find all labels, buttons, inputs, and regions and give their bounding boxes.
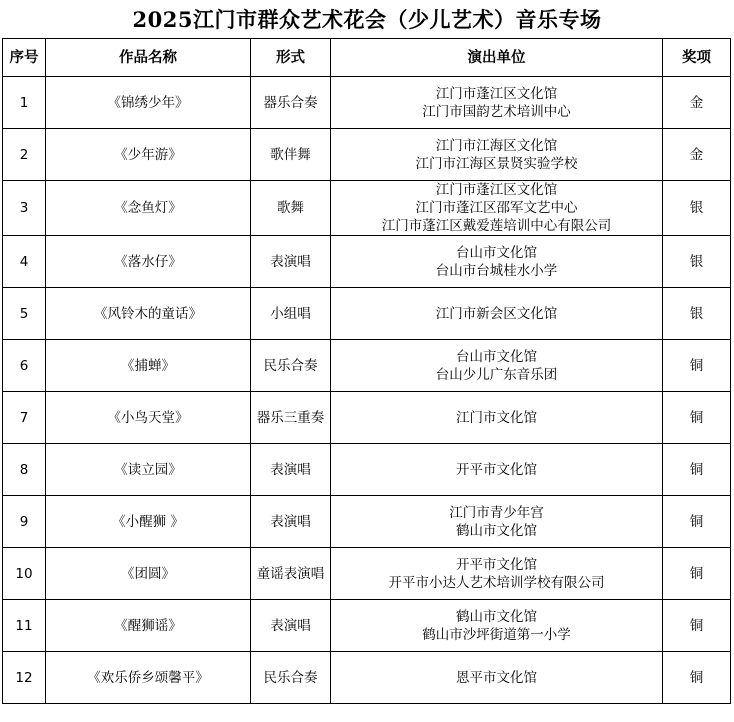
cell-award: 银 xyxy=(663,236,731,288)
cell-award: 银 xyxy=(663,288,731,340)
table-row xyxy=(3,181,731,236)
cell-no: 10 xyxy=(3,548,46,600)
cell-form: 器乐合奏 xyxy=(251,77,331,129)
header-form: 形式 xyxy=(251,39,331,77)
cell-name: 《小醒狮 》 xyxy=(46,496,251,548)
unit-line: 台山市文化馆 xyxy=(456,348,537,365)
unit-line: 江门市蓬江区戴爱莲培训中心有限公司 xyxy=(381,218,612,234)
cell-no: 3 xyxy=(3,181,46,236)
cell-form: 歌舞 xyxy=(251,181,331,236)
cell-form: 器乐三重奏 xyxy=(251,392,331,444)
cell-name: 《团圆》 xyxy=(46,548,251,600)
cell-unit xyxy=(331,444,663,496)
cell-form: 民乐合奏 xyxy=(251,652,331,704)
cell-award: 铜 xyxy=(663,340,731,392)
table-row xyxy=(3,340,731,392)
cell-award: 铜 xyxy=(663,392,731,444)
table-row xyxy=(3,600,731,652)
table-row xyxy=(3,236,731,288)
cell-form: 歌伴舞 xyxy=(251,129,331,181)
table-row xyxy=(3,652,731,704)
cell-name: 《欢乐侨乡颂馨平》 xyxy=(46,652,251,704)
cell-unit xyxy=(331,600,663,652)
cell-award: 银 xyxy=(663,181,731,236)
cell-name: 《风铃木的童话》 xyxy=(46,288,251,340)
cell-form: 表演唱 xyxy=(251,444,331,496)
cell-unit xyxy=(331,288,663,340)
unit-line: 江门市蓬江区邵军文艺中心 xyxy=(415,200,578,216)
unit-line: 江门市江海区文化馆 xyxy=(435,137,558,154)
table-header-row xyxy=(3,39,731,77)
table-row xyxy=(3,392,731,444)
unit-line: 江门市国韵艺术培训中心 xyxy=(422,103,571,120)
unit-line: 鹤山市沙坪街道第一小学 xyxy=(422,626,571,643)
cell-unit xyxy=(331,652,663,704)
cell-award: 铜 xyxy=(663,652,731,704)
cell-name: 《读立园》 xyxy=(46,444,251,496)
cell-no: 9 xyxy=(3,496,46,548)
unit-line: 开平市小达人艺术培训学校有限公司 xyxy=(388,574,605,591)
cell-name: 《醒狮谣》 xyxy=(46,600,251,652)
table-row xyxy=(3,77,731,129)
unit-line: 恩平市文化馆 xyxy=(456,669,537,686)
cell-name: 《捕蝉》 xyxy=(46,340,251,392)
header-name: 作品名称 xyxy=(46,39,251,77)
cell-unit xyxy=(331,129,663,181)
cell-form: 民乐合奏 xyxy=(251,340,331,392)
table-row xyxy=(3,444,731,496)
cell-name: 《落水仔》 xyxy=(46,236,251,288)
cell-unit xyxy=(331,340,663,392)
cell-form: 表演唱 xyxy=(251,236,331,288)
unit-line: 台山市台城桂水小学 xyxy=(435,262,558,279)
unit-line: 台山少儿广东音乐团 xyxy=(435,366,558,383)
unit-line: 鹤山市文化馆 xyxy=(456,608,537,625)
unit-line: 江门市新会区文化馆 xyxy=(435,305,558,322)
table-body xyxy=(3,77,731,704)
cell-no: 2 xyxy=(3,129,46,181)
header-unit: 演出单位 xyxy=(331,39,663,77)
header-award: 奖项 xyxy=(663,39,731,77)
cell-award: 金 xyxy=(663,77,731,129)
unit-line: 台山市文化馆 xyxy=(456,244,537,261)
cell-no: 8 xyxy=(3,444,46,496)
results-table xyxy=(2,38,731,704)
cell-form: 表演唱 xyxy=(251,496,331,548)
unit-line: 江门市文化馆 xyxy=(456,409,537,426)
unit-line: 江门市青少年宫 xyxy=(449,504,544,521)
cell-form: 童谣表演唱 xyxy=(251,548,331,600)
cell-unit xyxy=(331,548,663,600)
cell-no: 5 xyxy=(3,288,46,340)
cell-no: 4 xyxy=(3,236,46,288)
header-no: 序号 xyxy=(3,39,46,77)
unit-line: 江门市江海区景贤实验学校 xyxy=(415,155,578,172)
cell-name: 《少年游》 xyxy=(46,129,251,181)
table-row xyxy=(3,496,731,548)
unit-line: 江门市蓬江区文化馆 xyxy=(435,182,558,198)
table-row xyxy=(3,288,731,340)
cell-unit xyxy=(331,392,663,444)
cell-no: 7 xyxy=(3,392,46,444)
cell-name: 《锦绣少年》 xyxy=(46,77,251,129)
page-title: 2025江门市群众艺术花会（少儿艺术）音乐专场 xyxy=(132,7,602,32)
unit-line: 江门市蓬江区文化馆 xyxy=(435,85,558,102)
cell-no: 11 xyxy=(3,600,46,652)
cell-form: 小组唱 xyxy=(251,288,331,340)
table-row xyxy=(3,548,731,600)
table-row xyxy=(3,129,731,181)
cell-award: 铜 xyxy=(663,444,731,496)
cell-no: 1 xyxy=(3,77,46,129)
unit-line: 鹤山市文化馆 xyxy=(456,522,537,539)
cell-unit xyxy=(331,77,663,129)
unit-line: 开平市文化馆 xyxy=(456,556,537,573)
cell-award: 铜 xyxy=(663,496,731,548)
cell-unit xyxy=(331,236,663,288)
unit-line: 开平市文化馆 xyxy=(456,461,537,478)
cell-name: 《念鱼灯》 xyxy=(46,181,251,236)
cell-unit xyxy=(331,496,663,548)
cell-no: 6 xyxy=(3,340,46,392)
cell-unit xyxy=(331,181,663,236)
cell-award: 金 xyxy=(663,129,731,181)
cell-no: 12 xyxy=(3,652,46,704)
cell-form: 表演唱 xyxy=(251,600,331,652)
cell-name: 《小鸟天堂》 xyxy=(46,392,251,444)
cell-award: 铜 xyxy=(663,548,731,600)
cell-award: 铜 xyxy=(663,600,731,652)
